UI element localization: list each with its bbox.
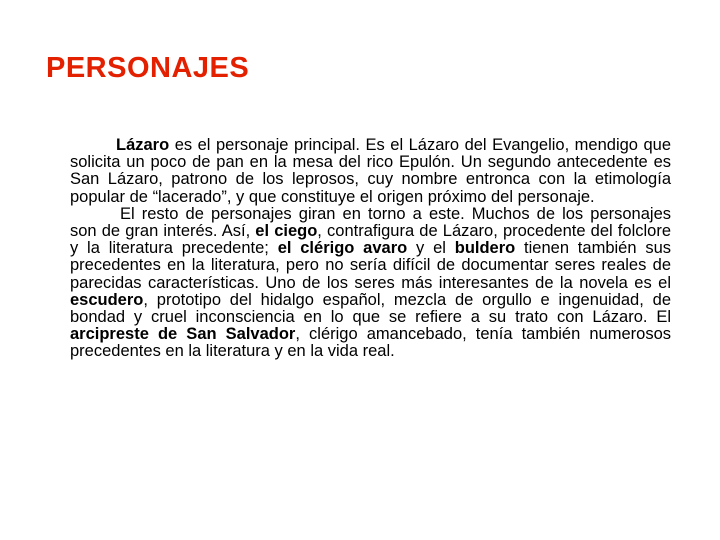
paragraph-text: , contrafigura de Lázaro, procedente del folclore y la literatura precedente; <box>70 222 671 258</box>
bold-term-arcipreste: arcipreste de San Salvador <box>70 325 296 344</box>
paragraph-text: , prototipo del hidalgo español, mezcla de orgullo e ingenuidad, de bondad y cruel inconsciencia en lo que se refiere a su trato con Lázaro. El <box>70 290 671 327</box>
paragraph-text: tienen también sus precedentes en la literatura, pero no sería difícil de documentar seres reales de parecidas características. Uno de los seres más interesantes de la novela es el <box>70 239 671 292</box>
paragraph-text: y el <box>407 239 455 258</box>
bold-term-ciego: el ciego <box>255 222 318 241</box>
bold-term-buldero: buldero <box>454 239 516 258</box>
slide-body <box>70 137 671 361</box>
slide-title: PERSONAJES <box>46 52 250 84</box>
bold-term-clerigo-avaro: el clérigo avaro <box>277 239 408 258</box>
bold-term-lazaro: Lázaro <box>116 136 170 154</box>
bold-term-escudero: escudero <box>70 290 144 309</box>
paragraph-lazaro <box>70 137 671 206</box>
paragraph-text: es el personaje principal. Es el Lázaro del Evangelio, mendigo que solicita un poco de pan en la mesa del rico Epulón. Un segundo antecedente es San Lázaro, patrono de los leprosos, cuy nombre entronca con la etimología popular de “lacerado”, y que constituye el origen próximo del personaje. <box>70 136 671 206</box>
paragraph-personajes <box>70 206 671 361</box>
paragraph-text: , clérigo amancebado, tenía también numerosos precedentes en la literatura y en la vida real. <box>70 325 671 361</box>
paragraph-text: El resto de personajes giran en torno a este. Muchos de los personajes son de gran interés. Así, <box>70 204 671 241</box>
